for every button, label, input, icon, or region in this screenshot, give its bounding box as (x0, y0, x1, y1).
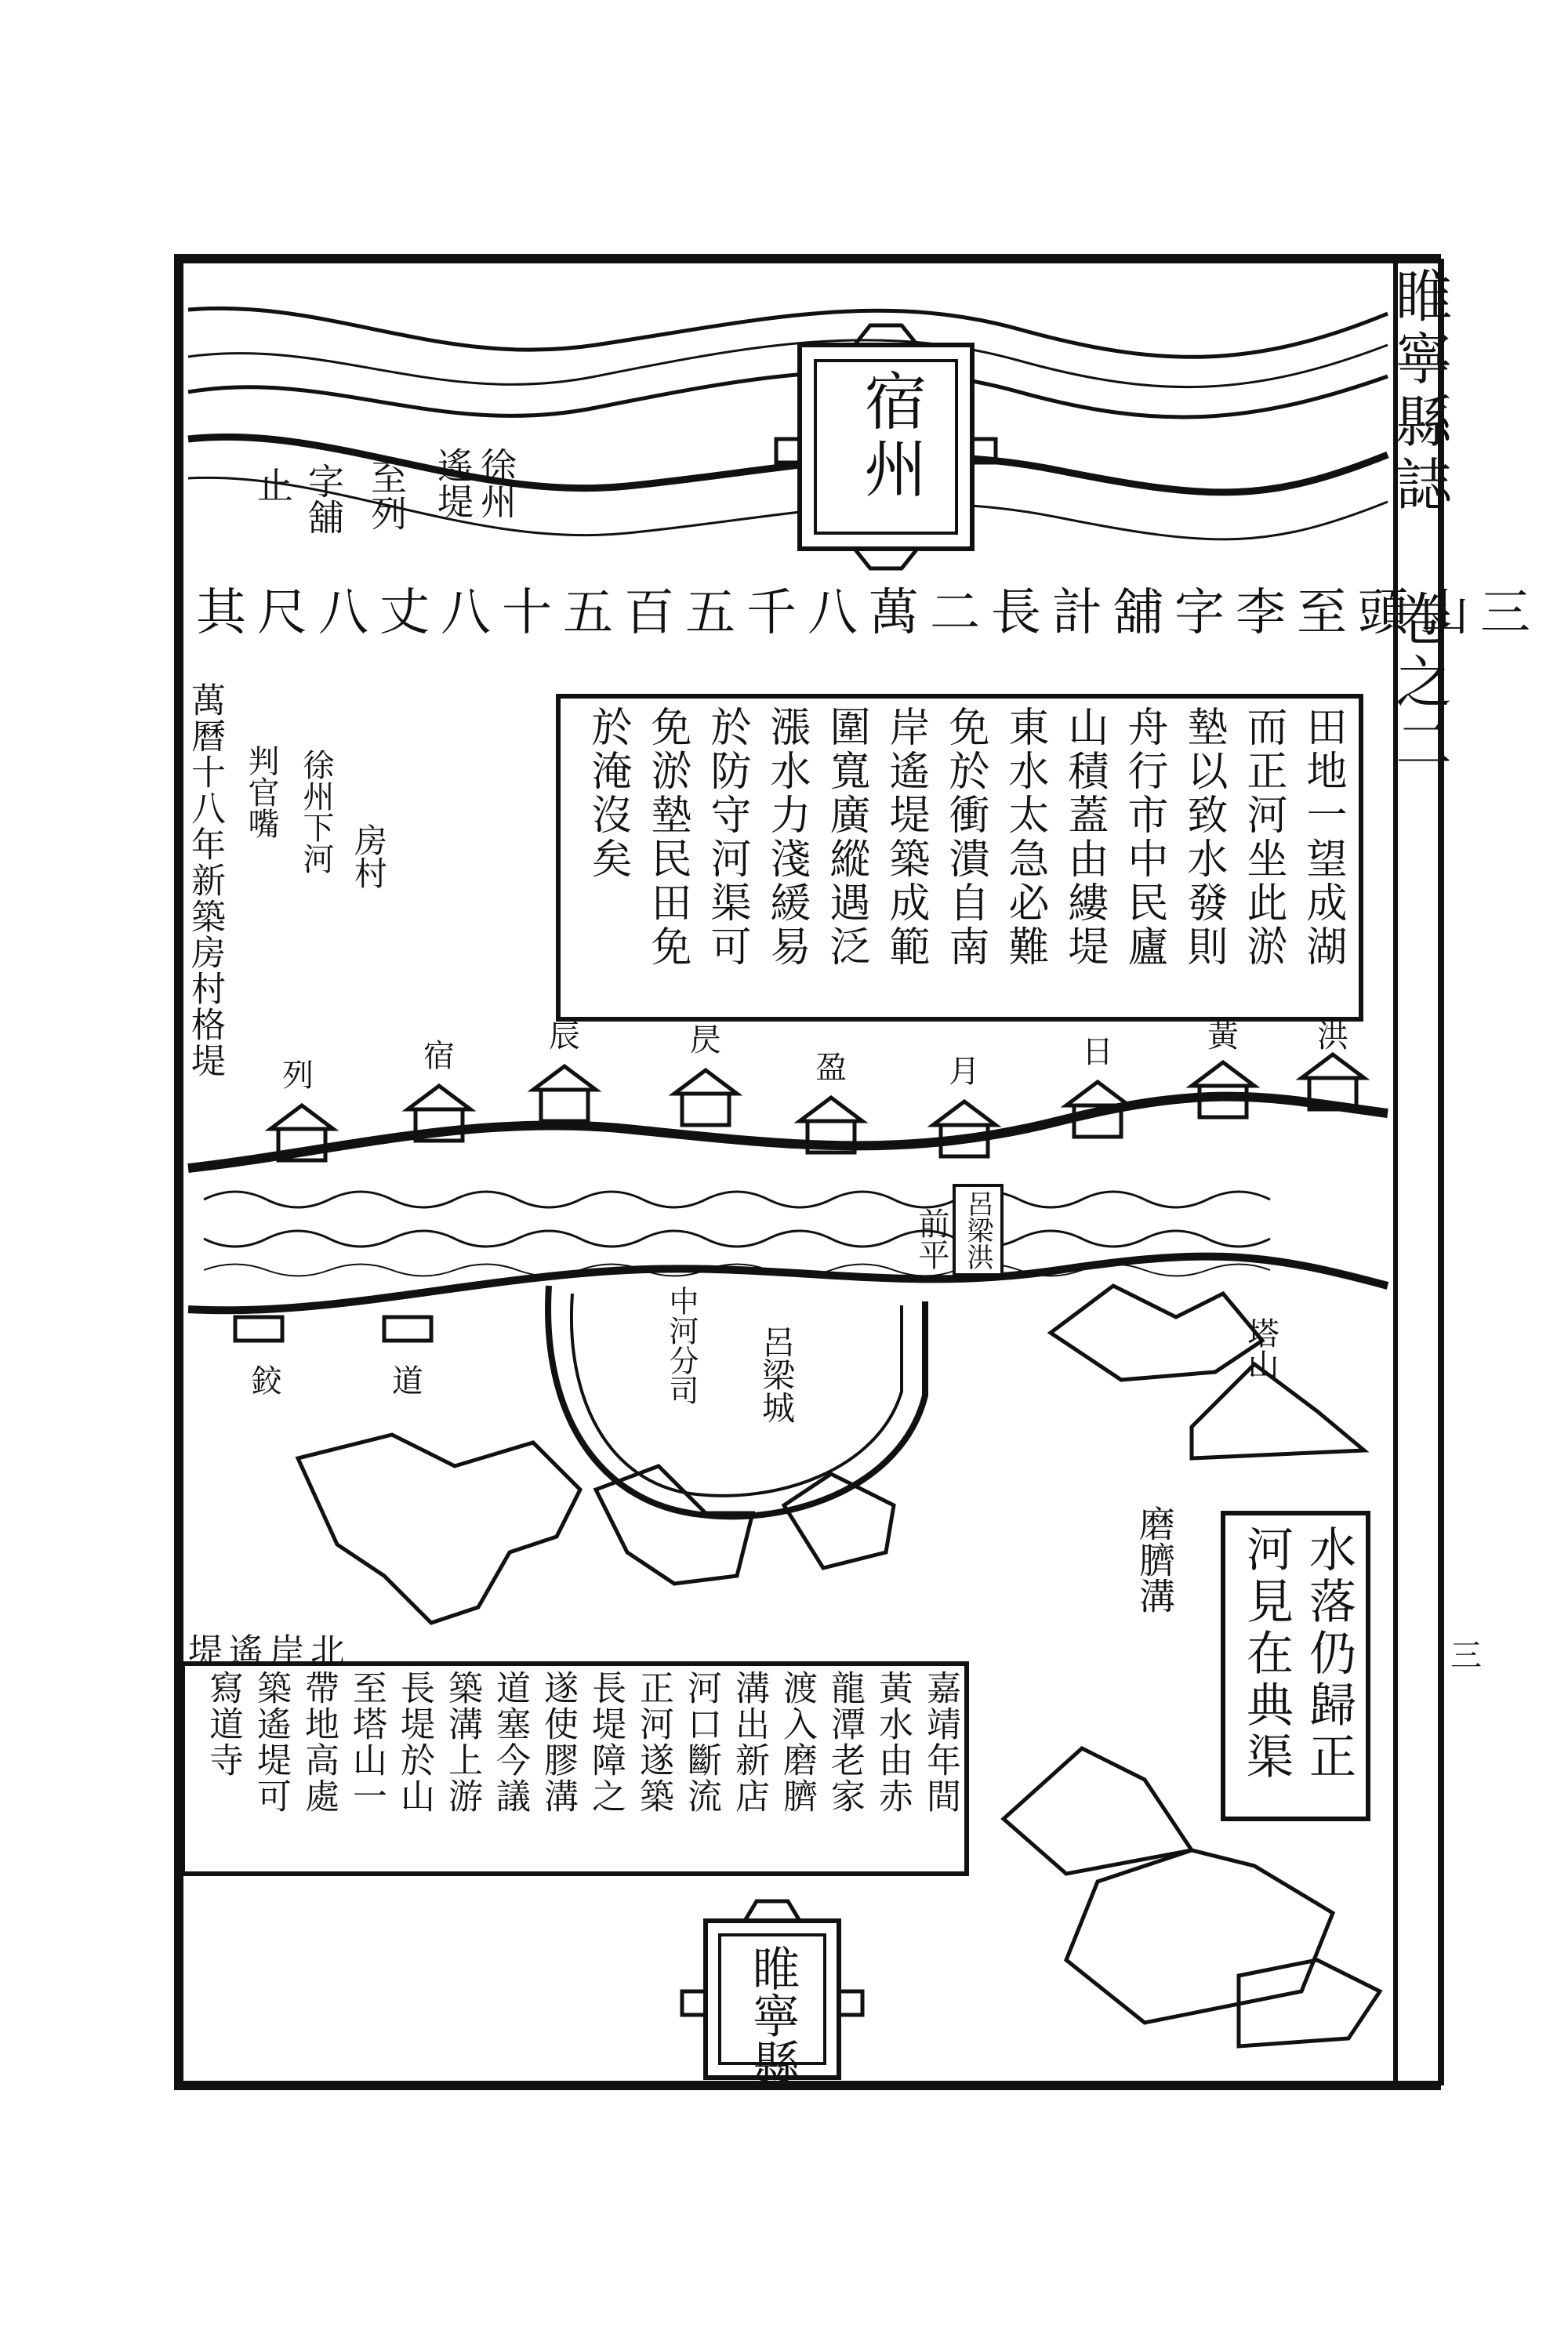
luliang-hong-label: 呂梁洪 (953, 1184, 1004, 1276)
xuzhou-dike-note-col-1: 徐州 (475, 447, 517, 519)
luliang-city-wall (548, 1286, 925, 1516)
shop-label-hong: 洪 (1317, 1018, 1348, 1054)
xuzhou-xiahe-label: 徐州下河 (298, 749, 334, 874)
tashan-label: 塔山 (1243, 1317, 1279, 1380)
side-page-number: 三 (1450, 1638, 1482, 1674)
shop-label-huang: 黃 (1207, 1018, 1239, 1054)
fangcun-label: 房村 (350, 823, 388, 889)
shop-label-yue: 月 (949, 1054, 980, 1090)
side-header: 睢寧縣誌 卷之二 (1386, 267, 1452, 778)
luliang-cheng-label: 呂梁城 (757, 1325, 796, 1424)
panguan-label: 判官嘴 (243, 745, 279, 839)
shop-label-jiao: 鉸 (251, 1363, 282, 1399)
suining-label: 睢寧縣 (745, 1944, 800, 2085)
moqi-gou-label: 磨臍溝 (1134, 1505, 1176, 1613)
suzhou-label: 宿州 (854, 368, 927, 503)
north-bank-title: 北岸遙堤 (188, 1632, 351, 1671)
xuzhou-dike-note-col-2: 遙堤 (432, 447, 474, 519)
shop-label-ying: 盈 (815, 1050, 847, 1086)
shop-label-lie: 列 (282, 1058, 314, 1094)
main-river (188, 1097, 1388, 1311)
shop-label-chen: 辰 (549, 1018, 580, 1054)
measure-line: 三山頭至李字舖計長二萬八千五百五十八丈八尺其 (196, 584, 1541, 642)
xuzhou-dike-note-col-4: 字舖 (303, 463, 345, 535)
upper-note-text: 田地一望成湖 而正河坐此淤 墊以致水發則 舟行市中民廬 山積蓋由縷堤 東水太急必難 免於衝潰自南 岸遙堤築成範 圍寬廣縱遇泛 漲水力淺緩易 於防守河渠可 免淤墊民田免 於淹沒矣 (584, 706, 1346, 969)
shop-label-dao: 道 (392, 1363, 423, 1399)
shop-label-ze: 昃 (690, 1022, 721, 1058)
wanli-note: 萬曆十八年新築房村格堤 (185, 682, 225, 1079)
right-note-text: 水落仍歸正 河見在典渠 (1239, 1525, 1356, 1784)
qianping-label: 前平 (913, 1207, 949, 1270)
zhonghe-fen-label: 中河分司 (664, 1286, 699, 1405)
xuzhou-dike-note-col-3: 至列 (365, 459, 408, 531)
xuzhou-dike-note-col-5: 止 (252, 466, 294, 503)
shop-label-ri: 日 (1082, 1034, 1113, 1070)
lower-note-text: 嘉靖年間 黃水由赤 龍潭老家 渡入磨臍 溝出新店 河口斷流 正河遂築 長堤障之 遂使膠溝 道塞今議 築溝上游 長堤於山 至塔山一 帶地高處 築遙堤可 寫道寺 (203, 1670, 960, 1814)
shop-label-su: 宿 (423, 1038, 455, 1074)
